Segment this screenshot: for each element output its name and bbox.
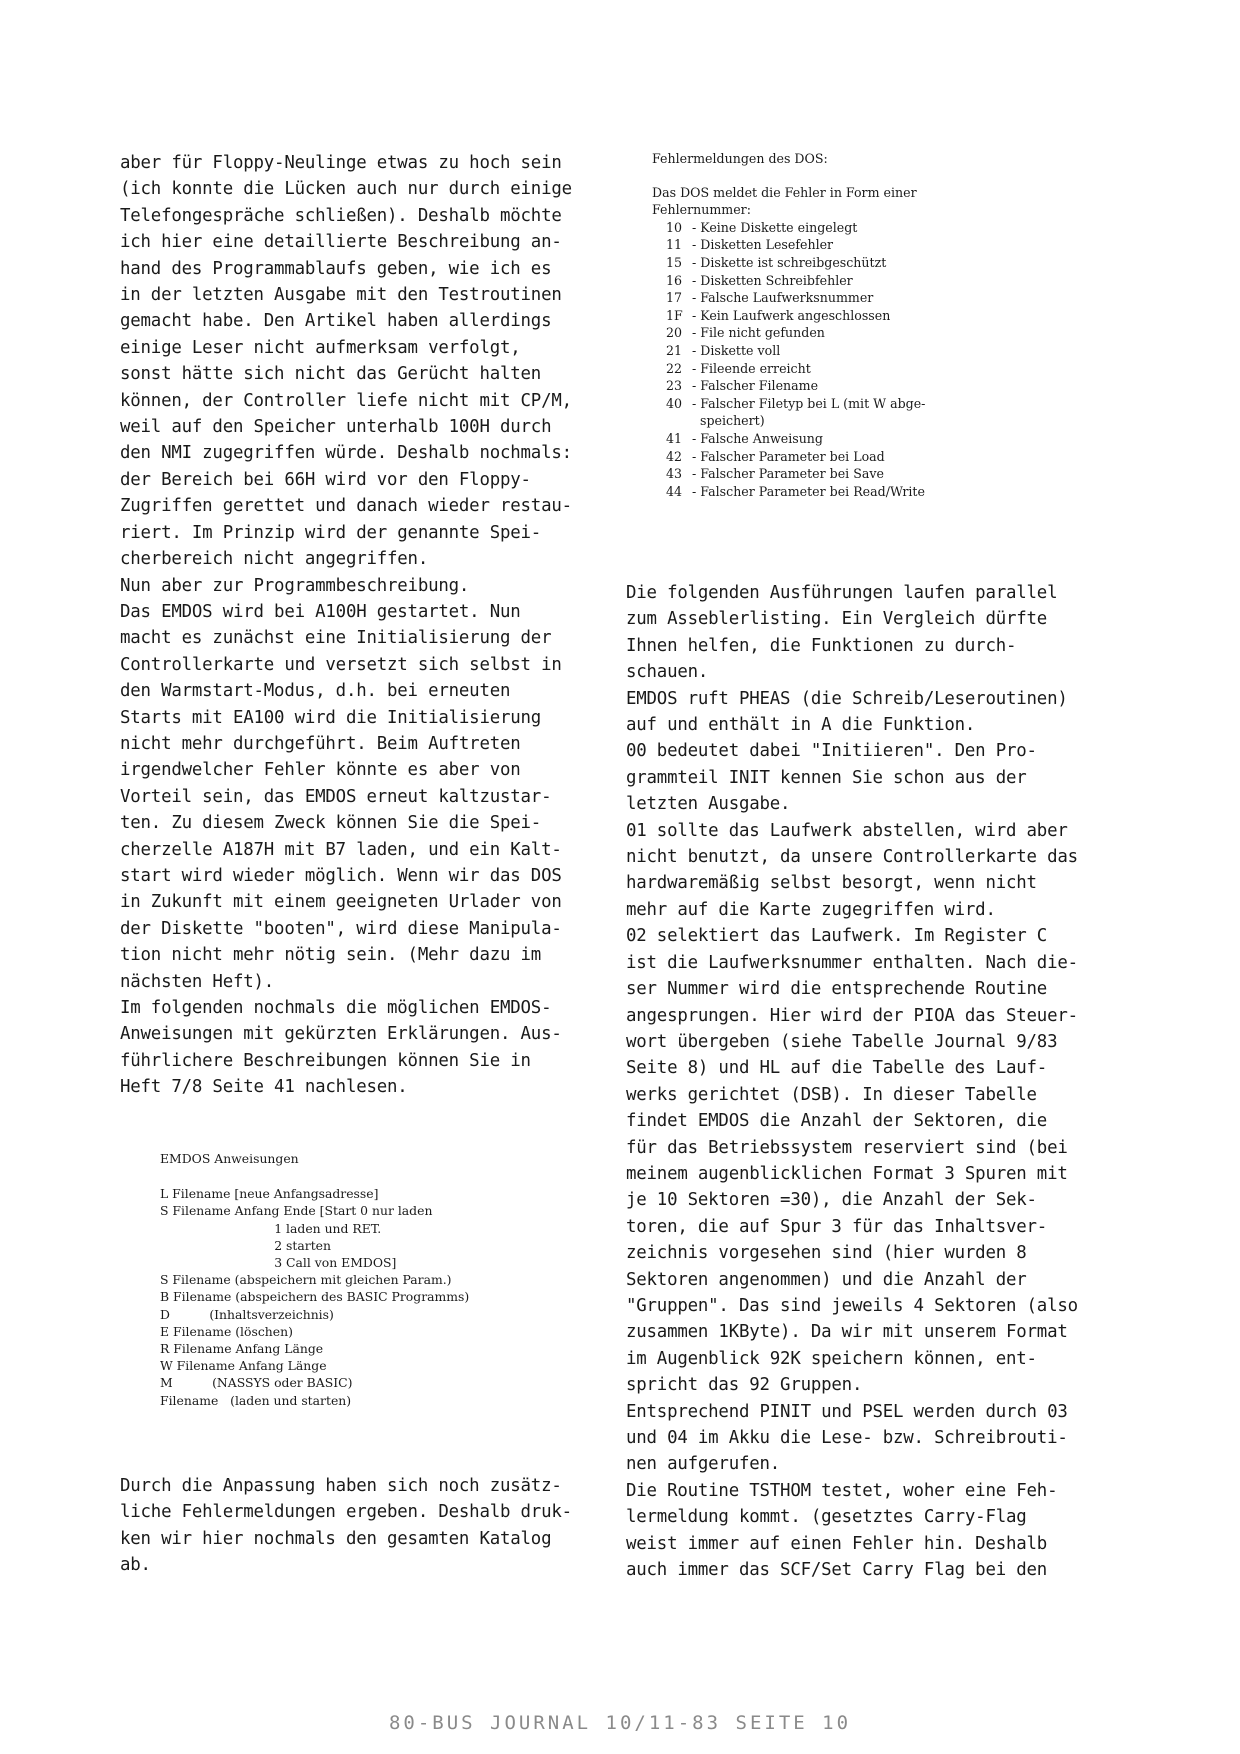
error-code: 43 <box>666 466 683 482</box>
text-line: aber für Floppy-Neulinge etwas zu hoch sein <box>120 153 562 173</box>
text-line: Zugriffen gerettet und danach wieder restau- <box>120 496 572 517</box>
text-line: liche Fehlermeldungen ergeben. Deshalb druk- <box>120 1502 572 1523</box>
text-line: "Gruppen". Das sind jeweils 4 Sektoren (also <box>626 1295 1078 1316</box>
emdos-line: 1 laden und RET. <box>160 1220 382 1236</box>
error-text: - Falscher Filename <box>692 378 819 394</box>
error-text: - Disketten Schreibfehler <box>692 272 853 288</box>
error-title: Fehlermeldungen des DOS: <box>652 151 828 166</box>
error-item <box>666 465 1092 483</box>
text-line: cherzelle A187H mit B7 laden, und ein Kalt- <box>120 839 562 860</box>
error-item <box>666 307 1092 325</box>
error-text: - Fileende erreicht <box>692 360 811 376</box>
error-code: 44 <box>666 483 683 499</box>
text-line: findet EMDOS die Anzahl der Sektoren, die <box>626 1111 1048 1132</box>
error-item <box>666 272 1092 290</box>
text-line: weist immer auf einen Fehler hin. Deshalb <box>626 1533 1048 1554</box>
error-item <box>666 342 1092 360</box>
text-line: den NMI zugegriffen würde. Deshalb nochmals: <box>120 443 572 464</box>
text-line: sonst hätte sich nicht das Gerücht halten <box>120 364 542 385</box>
text-line: je 10 Sektoren =30), die Anzahl der Sek- <box>626 1190 1037 1211</box>
text-line: ab. <box>120 1555 151 1576</box>
text-line: Vorteil sein, das EMDOS erneut kaltzustar- <box>120 786 552 807</box>
text-line: auf und enthält in A die Funktion. <box>626 715 976 736</box>
text-line: ich hier eine detaillierte Beschreibung an- <box>120 232 562 253</box>
emdos-commands <box>160 1150 590 1409</box>
text-line: Controllerkarte und versetzt sich selbst in <box>120 654 562 675</box>
text-line: können, der Controller liefe nicht mit CP/M, <box>120 390 572 411</box>
error-text: - Disketten Lesefehler <box>692 237 834 253</box>
text-line: für das Betriebssystem reserviert sind (bei <box>626 1137 1068 1158</box>
text-line: macht es zunächst eine Initialisierung der <box>120 628 552 649</box>
left-column-text <box>120 150 590 1101</box>
text-line: in der letzten Ausgabe mit den Testroutinen <box>120 285 562 306</box>
error-item <box>666 219 1092 237</box>
error-text: - Falscher Parameter bei Read/Write <box>692 483 925 499</box>
text-line: zusammen 1KByte). Da wir mit unserem Format <box>626 1322 1068 1343</box>
error-text: - Kein Laufwerk angeschlossen <box>692 307 891 323</box>
text-line: letzten Ausgabe. <box>626 794 791 815</box>
error-item <box>666 412 1092 430</box>
error-code: 40 <box>666 395 683 411</box>
text-line: ist die Laufwerksnummer enthalten. Nach die- <box>626 952 1078 973</box>
text-line: gemacht habe. Den Artikel haben allerdings <box>120 311 552 332</box>
text-line: 02 selektiert das Laufwerk. Im Register C <box>626 926 1048 947</box>
emdos-line: Filename (laden und starten) <box>160 1392 352 1408</box>
text-line: meinem augenblicklichen Format 3 Spuren mit <box>626 1163 1068 1184</box>
error-item <box>666 254 1092 272</box>
error-text: - Diskette ist schreibgeschützt <box>692 254 887 270</box>
text-line: Entsprechend PINIT und PSEL werden durch 03 <box>626 1401 1068 1422</box>
emdos-line: L Filename [neue Anfangsadresse] <box>160 1186 379 1202</box>
error-text: speichert) <box>692 413 765 429</box>
page-footer: 80-BUS JOURNAL 10/11-83 SEITE 10 <box>388 1712 852 1734</box>
text-line: (ich konnte die Lücken auch nur durch einige <box>120 179 572 200</box>
text-line: führlichere Beschreibungen können Sie in <box>120 1050 531 1071</box>
error-text: - Falsche Laufwerksnummer <box>692 290 874 306</box>
text-line: nächsten Heft). <box>120 971 275 992</box>
error-item <box>666 483 1092 501</box>
emdos-line: S Filename (abspeichern mit gleichen Param.) <box>160 1272 452 1288</box>
text-line: wort übergeben (siehe Tabelle Journal 9/83 <box>626 1031 1058 1052</box>
text-line: ser Nummer wird die entsprechende Routine <box>626 979 1048 1000</box>
error-code: 42 <box>666 448 683 464</box>
text-line: zeichnis vorgesehen sind (hier wurden 8 <box>626 1243 1027 1264</box>
text-line: tion nicht mehr nötig sein. (Mehr dazu im <box>120 945 542 966</box>
emdos-line: E Filename (löschen) <box>160 1323 293 1339</box>
text-line: auch immer das SCF/Set Carry Flag bei den <box>626 1560 1048 1581</box>
emdos-line: M (NASSYS oder BASIC) <box>160 1375 353 1391</box>
text-line: riert. Im Prinzip wird der genannte Spei- <box>120 522 542 543</box>
emdos-lines <box>160 1185 590 1409</box>
text-line: Durch die Anpassung haben sich noch zusätz- <box>120 1476 562 1496</box>
error-code: 1F <box>666 307 683 323</box>
text-line: und 04 im Akku die Lese- bzw. Schreibrouti- <box>626 1428 1068 1448</box>
text-line: Starts mit EA100 wird die Initialisierung <box>120 707 542 728</box>
text-line: mehr auf die Karte zugegriffen wird. <box>626 899 996 920</box>
text-line: weil auf den Speicher unterhalb 100H durch <box>120 417 552 438</box>
emdos-line: 2 starten <box>160 1237 331 1253</box>
text-line: Die folgenden Ausführungen laufen parallel <box>626 583 1058 603</box>
error-code: 16 <box>666 272 683 288</box>
text-line: EMDOS ruft PHEAS (die Schreib/Leseroutinen) <box>626 688 1068 709</box>
error-intro-line: Fehlernummer: <box>652 202 751 218</box>
text-line: der Bereich bei 66H wird vor den Floppy- <box>120 469 531 490</box>
text-line: hand des Programmablaufs geben, wie ich es <box>120 258 552 279</box>
error-item <box>666 377 1092 395</box>
text-line: einige Leser nicht aufmerksam verfolgt, <box>120 337 521 358</box>
text-line: Im folgenden nochmals die möglichen EMDOS- <box>120 998 552 1018</box>
emdos-line: S Filename Anfang Ende [Start 0 nur laden <box>160 1203 433 1219</box>
emdos-line: D (Inhaltsverzeichnis) <box>160 1306 334 1322</box>
error-text: - Falsche Anweisung <box>692 430 823 446</box>
error-list <box>652 219 1092 501</box>
error-item <box>666 430 1092 448</box>
text-line: ken wir hier nochmals den gesamten Katalog <box>120 1528 552 1549</box>
error-code: 21 <box>666 342 683 358</box>
error-item <box>666 236 1092 254</box>
text-line: Telefongespräche schließen). Deshalb möchte <box>120 205 562 226</box>
error-text: - Falscher Filetyp bei L (mit W abge- <box>692 395 926 411</box>
error-text: - File nicht gefunden <box>692 325 825 341</box>
right-column-text <box>626 580 1096 1583</box>
text-line: 01 sollte das Laufwerk abstellen, wird aber <box>626 820 1068 841</box>
text-line: irgendwelcher Fehler könnte es aber von <box>120 760 521 781</box>
text-line: der Diskette "booten", wird diese Manipula- <box>120 918 562 939</box>
text-line: nen aufgerufen. <box>626 1454 781 1475</box>
text-line: Nun aber zur Programmbeschreibung. <box>120 575 470 596</box>
error-code: 22 <box>666 360 683 376</box>
error-code: 10 <box>666 219 683 235</box>
error-text: - Falscher Parameter bei Load <box>692 448 885 464</box>
text-line: im Augenblick 92K speichern können, ent- <box>626 1348 1037 1369</box>
left-column-bottom-text <box>120 1473 590 1579</box>
error-item <box>666 360 1092 378</box>
emdos-line: 3 Call von EMDOS] <box>160 1255 397 1271</box>
emdos-line: R Filename Anfang Länge <box>160 1341 324 1357</box>
error-intro-line: Das DOS meldet die Fehler in Form einer <box>652 184 917 200</box>
error-messages <box>652 150 1092 500</box>
text-line: toren, die auf Spur 3 für das Inhaltsver- <box>626 1216 1048 1237</box>
error-code: 41 <box>666 430 683 446</box>
emdos-line: W Filename Anfang Länge <box>160 1358 327 1374</box>
error-text: - Keine Diskette eingelegt <box>692 219 858 235</box>
error-code: 23 <box>666 378 683 394</box>
text-line: Das EMDOS wird bei A100H gestartet. Nun <box>120 601 521 622</box>
text-line: in Zukunft mit einem geeigneten Urlader von <box>120 892 562 913</box>
text-line: start wird wieder möglich. Wenn wir das DOS <box>120 865 562 886</box>
emdos-title: EMDOS Anweisungen <box>160 1151 299 1166</box>
error-code: 15 <box>666 254 683 270</box>
text-line: ten. Zu diesem Zweck können Sie die Spei- <box>120 813 542 834</box>
error-code: 20 <box>666 325 683 341</box>
error-item <box>666 395 1092 413</box>
text-line: den Warmstart-Modus, d.h. bei erneuten <box>120 681 511 702</box>
text-line: Sektoren angenommen) und die Anzahl der <box>626 1269 1027 1290</box>
text-line: hardwaremäßig selbst besorgt, wenn nicht <box>626 873 1037 894</box>
text-line: zum Asseblerlisting. Ein Vergleich dürfte <box>626 609 1048 630</box>
text-line: grammteil INIT kennen Sie schon aus der <box>626 767 1027 788</box>
text-line: Ihnen helfen, die Funktionen zu durch- <box>626 635 1017 656</box>
text-line: nicht benutzt, da unsere Controllerkarte das <box>626 847 1078 868</box>
text-line: Die Routine TSTHOM testet, woher eine Feh- <box>626 1480 1058 1501</box>
error-item <box>666 289 1092 307</box>
emdos-line: B Filename (abspeichern des BASIC Programms) <box>160 1289 470 1305</box>
text-line: lermeldung kommt. (gesetztes Carry-Flag <box>626 1507 1027 1528</box>
text-line: Heft 7/8 Seite 41 nachlesen. <box>120 1077 408 1098</box>
text-line: Seite 8) und HL auf die Tabelle des Lauf- <box>626 1058 1048 1079</box>
text-line: 00 bedeutet dabei "Initiieren". Den Pro- <box>626 741 1037 762</box>
error-item <box>666 448 1092 466</box>
text-line: cherbereich nicht angegriffen. <box>120 549 429 570</box>
error-code: 17 <box>666 290 683 306</box>
text-line: Anweisungen mit gekürzten Erklärungen. Aus- <box>120 1024 562 1045</box>
text-line: angesprungen. Hier wird der PIOA das Steuer- <box>626 1005 1078 1026</box>
error-item <box>666 324 1092 342</box>
error-text: - Falscher Parameter bei Save <box>692 466 884 482</box>
text-line: werks gerichtet (DSB). In dieser Tabelle <box>626 1084 1037 1105</box>
error-code: 11 <box>666 237 683 253</box>
error-text: - Diskette voll <box>692 342 781 358</box>
text-line: schauen. <box>626 662 709 683</box>
text-line: spricht das 92 Gruppen. <box>626 1375 863 1396</box>
error-intro <box>652 184 1092 219</box>
text-line: nicht mehr durchgeführt. Beim Auftreten <box>120 733 521 754</box>
